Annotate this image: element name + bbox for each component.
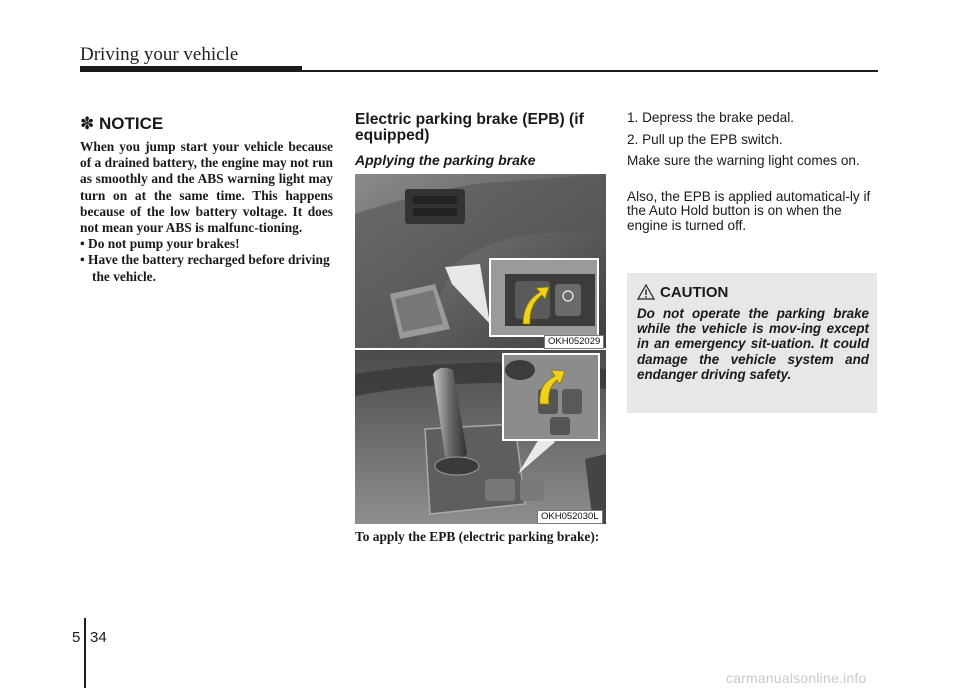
- epb-step: 1. Depress the brake pedal.: [627, 110, 795, 125]
- header-rule-thin: [300, 70, 878, 72]
- epb-steps: [627, 111, 877, 240]
- footer-chapter-number: 5: [72, 629, 81, 646]
- footer-divider: [84, 618, 86, 688]
- image-code-label: OKH052030L: [537, 510, 603, 524]
- epb-subtitle: Applying the parking brake: [355, 152, 536, 168]
- epb-step: 2. Pull up the EPB switch.: [627, 131, 783, 147]
- notice-body: [80, 139, 333, 285]
- caution-body: Do not operate the parking brake while the vehicle is mov-ing except in an emergency sit-uation. It could damage the vehicle system and endanger driving safety.: [637, 306, 869, 382]
- caution-box: [627, 273, 877, 413]
- site-watermark: carmanualsonline.info: [726, 670, 867, 686]
- epb-apply-text: To apply the EPB (electric parking brake):: [355, 529, 600, 544]
- section-header-title: Driving your vehicle: [80, 44, 239, 65]
- epb-illustration: [355, 174, 606, 524]
- image-code-label: OKH052029: [544, 335, 604, 349]
- epb-section-title: Electric parking brake (EPB) (if equipped): [355, 111, 584, 144]
- footer-page-number: 34: [90, 629, 107, 646]
- notice-bullet: • Have the battery recharged before driving the vehicle.: [80, 252, 330, 284]
- notice-heading: ✽ NOTICE: [80, 114, 164, 133]
- epb-step: Make sure the warning light comes on.: [627, 153, 860, 168]
- notice-bullet: • Do not pump your brakes!: [80, 236, 240, 252]
- epb-auto-text: Also, the EPB is applied automatical-ly if the Auto Hold button is on when the engine is turned off.: [627, 188, 871, 233]
- header-rule-thick: [80, 66, 302, 72]
- caution-heading: CAUTION: [660, 284, 729, 301]
- epb-illustration-svg: [355, 174, 606, 524]
- warning-triangle-icon: [637, 284, 655, 300]
- notice-paragraph: When you jump start your vehicle because of a drained battery, the engine may not run as smoothly and the ABS warning light may turn on at the same time. This happens because of the low battery voltage. It does not mean your ABS is malfunc-tioning.: [80, 139, 333, 236]
- notice-bullets: [80, 236, 333, 285]
